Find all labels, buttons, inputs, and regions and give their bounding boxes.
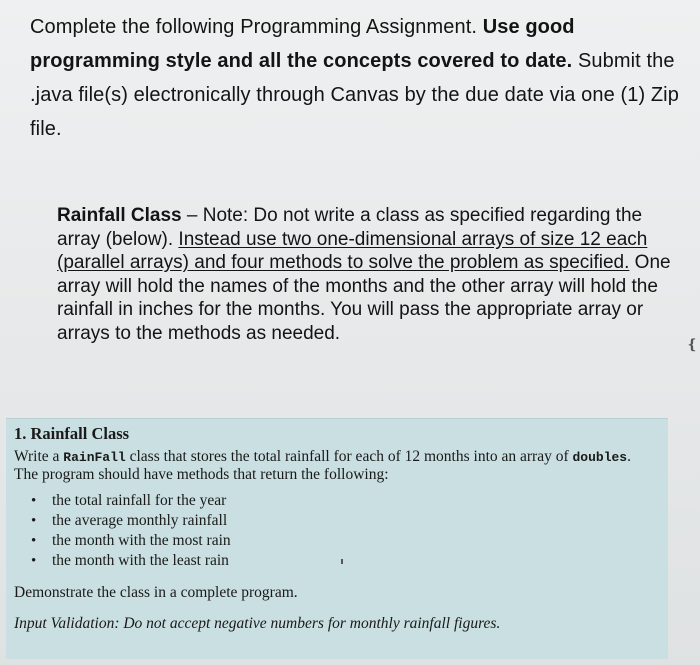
code-rainfall: RainFall <box>63 450 126 465</box>
note-title: Rainfall Class <box>57 205 182 226</box>
stray-mark <box>341 559 343 564</box>
instructions-bold-text: Use good programming style and all the concepts covered to date. <box>30 16 575 72</box>
box-title: 1. Rainfall Class <box>14 424 130 443</box>
list-item: • the total rainfall for the year <box>31 492 227 509</box>
input-validation-text: Input Validation: Do not accept negative numbers for monthly rainfall figures. <box>14 615 501 632</box>
bullet-icon: • <box>31 553 37 569</box>
bullet-icon: • <box>31 533 37 549</box>
note-text-2: One array will hold the names of the months and the other array will hold the rainfall in inches for the months. You will pass the appropriate array or arrays to the methods as needed. <box>57 252 671 344</box>
edge-mark: ❴ <box>686 336 698 352</box>
bullet-icon: • <box>31 513 37 529</box>
list-item: • the month with the least rain <box>31 552 229 569</box>
rainfall-note <box>57 204 687 345</box>
code-doubles: doubles <box>572 450 628 465</box>
rainfall-class-textbook-box <box>6 418 668 659</box>
assignment-instructions <box>30 10 690 146</box>
demonstrate-text: Demonstrate the class in a complete program. <box>14 584 298 601</box>
note-text-1: – Note: Do not write a class as specified regarding the array (below). <box>57 205 643 250</box>
bullet-icon: • <box>31 493 37 509</box>
instructions-text-1: Complete the following Programming Assignment. <box>30 16 483 38</box>
instructions-text-2: Submit the .java file(s) electronically through Canvas by the due date via one (1) Zip file. <box>30 50 679 140</box>
requirements-list <box>14 491 654 571</box>
box-description: Write a RainFall class that stores the total rainfall for each of 12 months into an array of doubles. The program should have methods that return the following: <box>14 448 631 483</box>
note-underlined-text: Instead use two one-dimensional arrays of size 12 each (parallel arrays) and four methods to solve the problem as specified. <box>57 228 648 273</box>
list-item: • the month with the most rain <box>31 532 231 549</box>
list-item: • the average monthly rainfall <box>31 512 228 529</box>
